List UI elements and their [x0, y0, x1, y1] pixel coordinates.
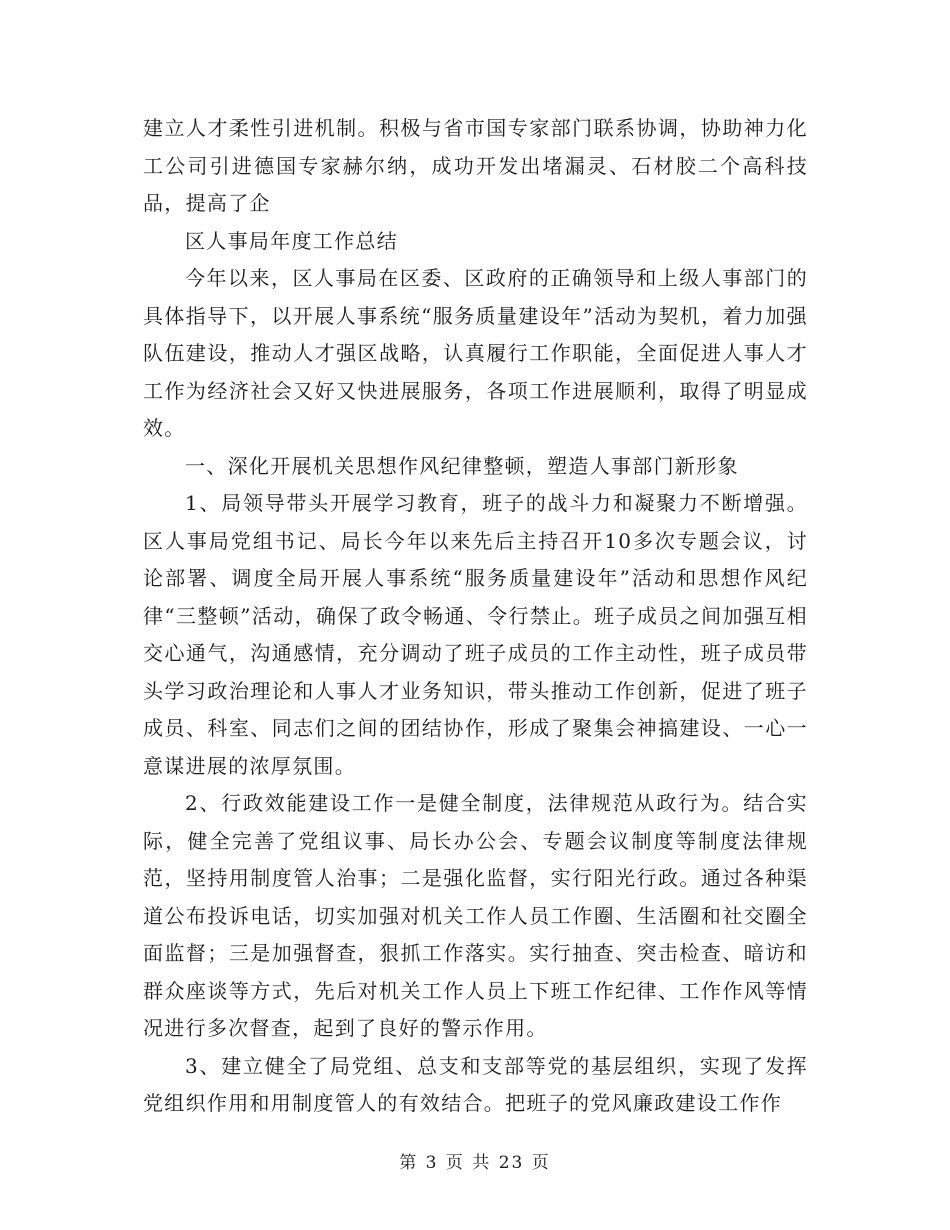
paragraph-item-1: 1、局领导带头开展学习教育，班子的战斗力和凝聚力不断增强。区人事局党组书记、局长今年以来先后主持召开10多次专题会议，讨论部署、调度全局开展人事系统“服务质量建设年”活动和思想作风纪律“三整顿”活动，确保了政令畅通、令行禁止。班子成员之间加强互相交心通气，沟通感情，充分调动了班子成员的工作主动性，班子成员带头学习政治理论和人事人才业务知识，带头推动工作创新，促进了班子成员、科室、同志们之间的团结协作，形成了聚集会神搞建设、一心一意谋进展的浓厚氛围。 [143, 491, 808, 778]
section-title: 区人事局年度工作总结 [185, 228, 398, 253]
paragraph-continuation: 建立人才柔性引进机制。积极与省市国专家部门联系协调，协助神力化工公司引进德国专家赫尔纳，成功开发出堵漏灵、石材胶二个高科技品，提高了企 [143, 116, 808, 215]
paragraph-item-3: 3、建立健全了局党组、总支和支部等党的基层组织，实现了发挥党组织作用和用制度管人的有效结合。把班子的党风廉政建设工作作 [143, 1053, 808, 1115]
paragraph-item-2: 2、行政效能建设工作一是健全制度，法律规范从政行为。结合实际，健全完善了党组议事、局长办公会、专题会议制度等制度法律规范，坚持用制度管人治事；二是强化监督，实行阳光行政。通过各种渠道公布投诉电话，切实加强对机关工作人员工作圈、生活圈和社交圈全面监督；三是加强督查，狠抓工作落实。实行抽查、突击检查、暗访和群众座谈等方式，先后对机关工作人员上下班工作纪律、工作作风等情况进行多次督查，起到了良好的警示作用。 [143, 791, 808, 1040]
heading-part-one: 一、深化开展机关思想作风纪律整顿，塑造人事部门新形象 [185, 453, 739, 478]
document-body [143, 110, 808, 1123]
page-number-footer: 第 3 页 共 23 页 [399, 1153, 551, 1173]
paragraph-intro: 今年以来，区人事局在区委、区政府的正确领导和上级人事部门的具体指导下，以开展人事系统“服务质量建设年”活动为契机，着力加强队伍建设，推动人才强区战略，认真履行工作职能，全面促进人事人才工作为经济社会又好又快进展服务，各项工作进展顺利，取得了明显成效。 [143, 266, 808, 440]
